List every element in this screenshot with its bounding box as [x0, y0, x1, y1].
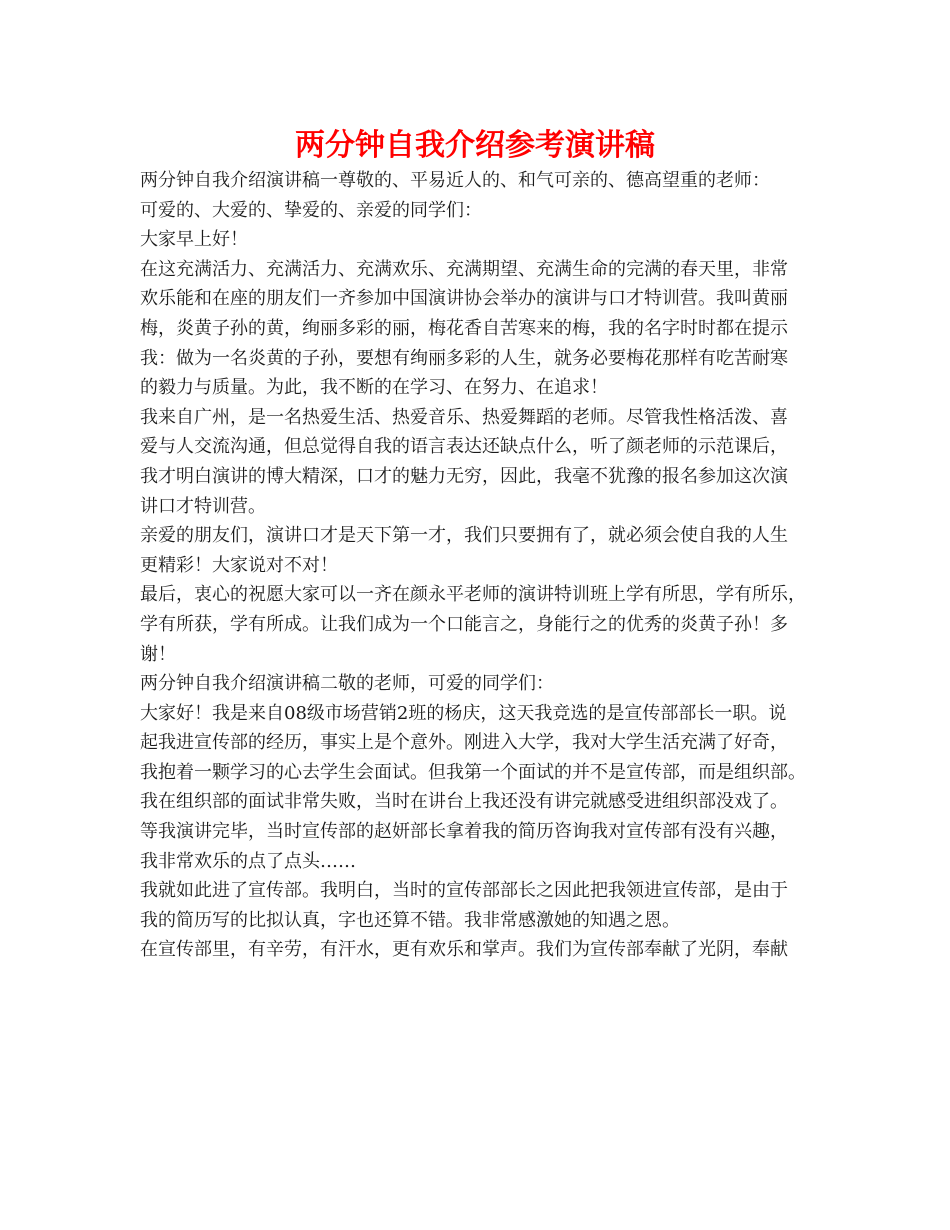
text-line: 梅，炎黄子孙的黄，绚丽多彩的丽，梅花香自苦寒来的梅，我的名字时时都在提示 — [140, 317, 788, 339]
text-line: 大家早上好！ — [140, 229, 248, 251]
text-line: 可爱的、大爱的、挚爱的、亲爱的同学们： — [140, 199, 482, 221]
document-title: 两分钟自我介绍参考演讲稿 — [295, 128, 655, 163]
text-line: 我才明白演讲的博大精深，口才的魅力无穷，因此，我毫不犹豫的报名参加这次演 — [140, 465, 788, 487]
text-line: 更精彩！大家说对不对！ — [140, 554, 338, 576]
text-line: 大家好！我是来自08级市场营销2班的杨庆，这天我竞选的是宣传部部长一职。说 — [140, 702, 787, 724]
text-line: 在这充满活力、充满活力、充满欢乐、充满期望、充满生命的完满的春天里，非常 — [140, 258, 788, 280]
text-line: 欢乐能和在座的朋友们一齐参加中国演讲协会举办的演讲与口才特训营。我叫黄丽 — [140, 288, 788, 310]
text-line: 等我演讲完毕，当时宣传部的赵妍部长拿着我的简历咨询我对宣传部有没有兴趣， — [140, 821, 788, 843]
text-line: 爱与人交流沟通，但总觉得自我的语言表达还缺点什么，听了颜老师的示范课后， — [140, 436, 788, 458]
text-line: 学有所获，学有所成。让我们成为一个口能言之，身能行之的优秀的炎黄子孙！多 — [140, 613, 788, 635]
text-line: 我抱着一颗学习的心去学生会面试。但我第一个面试的并不是宣传部，而是组织部。 — [140, 761, 806, 783]
text-line: 起我进宣传部的经历，事实上是个意外。刚进入大学，我对大学生活充满了好奇， — [140, 732, 788, 754]
text-line: 谢！ — [140, 643, 176, 665]
text-line: 我：做为一名炎黄的子孙，要想有绚丽多彩的人生，就务必要梅花那样有吃苦耐寒 — [140, 347, 788, 369]
text-line: 两分钟自我介绍演讲稿一尊敬的、平易近人的、和气可亲的、德高望重的老师： — [140, 170, 770, 191]
text-line: 我来自广州，是一名热爱生活、热爱音乐、热爱舞蹈的老师。尽管我性格活泼、喜 — [140, 406, 788, 428]
text-line: 的毅力与质量。为此，我不断的在学习、在努力、在追求！ — [140, 377, 608, 399]
text-line: 亲爱的朋友们，演讲口才是天下第一才，我们只要拥有了，就必须会使自我的人生 — [140, 525, 788, 547]
text-line: 两分钟自我介绍演讲稿二敬的老师，可爱的同学们： — [140, 673, 554, 695]
document-body — [140, 166, 820, 965]
text-line: 最后，衷心的祝愿大家可以一齐在颜永平老师的演讲特训班上学有所思，学有所乐， — [140, 584, 806, 606]
text-line: 我就如此进了宣传部。我明白，当时的宣传部部长之因此把我领进宣传部，是由于 — [140, 880, 788, 902]
text-line: 我在组织部的面试非常失败，当时在讲台上我还没有讲完就感受进组织部没戏了。 — [140, 791, 788, 813]
text-line: 讲口才特训营。 — [140, 495, 266, 517]
text-line: 我的简历写的比拟认真，字也还算不错。我非常感激她的知遇之恩。 — [140, 909, 680, 931]
text-line: 我非常欢乐的点了点头…… — [140, 850, 356, 872]
text-line: 在宣传部里，有辛劳，有汗水，更有欢乐和掌声。我们为宣传部奉献了光阴，奉献 — [140, 939, 788, 961]
